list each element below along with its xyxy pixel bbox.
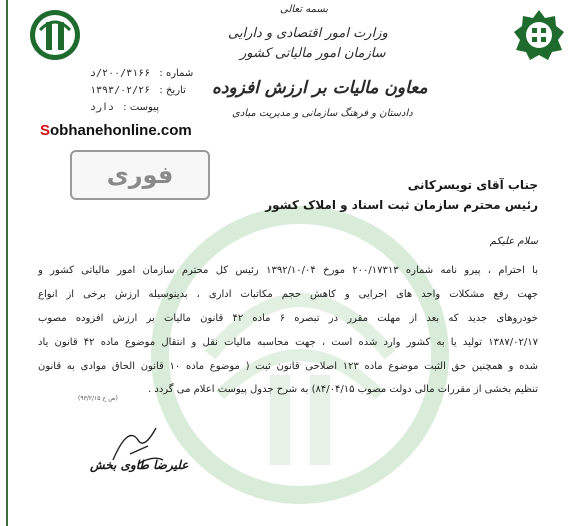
office-heading: دادستان و فرهنگ سازمانی و مدیریت مبادی xyxy=(232,108,413,119)
bismillah-heading: بسمه تعالی xyxy=(280,4,329,15)
body-line-2: جهت رفع مشکلات واحد های اجرایی و کاهش حجم مکاتبات اداری ، بدینوسیله ارزش برخی از انواع xyxy=(38,289,538,300)
letter-attachment xyxy=(90,102,159,113)
addressee-title: رئیس محترم سازمان ثبت اسناد و املاک کشور xyxy=(265,198,538,212)
watermark-emblem-icon xyxy=(150,205,450,505)
date-value: ۱۳۹۳/۰۲/۲۶ xyxy=(90,85,151,96)
attachment-label: پیوست : xyxy=(123,102,159,113)
organization-heading: سازمان امور مالیاتی کشور xyxy=(240,46,386,61)
letter-date xyxy=(90,85,186,96)
greeting: سلام علیکم xyxy=(489,236,538,247)
body-line-5: شده و همچنین حق الثبت موضوع ماده ۱۲۳ اصلاحی قانون ثبت ( موضوع ماده ۱۰ قانون الحاق موادی به قانون xyxy=(38,361,538,372)
iran-emblem-logo-icon xyxy=(28,8,82,62)
urgent-stamp: فوری xyxy=(70,150,210,200)
site-watermark-first-letter: S xyxy=(40,122,51,139)
reference-note: (ص ح ۹۳/۲/۱۵) xyxy=(78,395,118,402)
signer-name: علیرضا طاوی بخش xyxy=(90,458,189,472)
ministry-heading: وزارت امور اقتصادی و دارایی xyxy=(228,26,388,41)
body-line-4: ۱۳۸۷/۰۲/۱۷ تولید یا به کشور وارد شده است ، جهت محاسبه مالیات نقل و انتقال موضوع ماده ۴۲ قانون یاد xyxy=(38,337,538,348)
tax-organization-logo-icon xyxy=(512,8,566,62)
addressee-name: جناب آقای تویسرکانی xyxy=(407,178,538,192)
body-line-1: با احترام ، پیرو نامه شماره ۲۰۰/۱۷۳۱۳ مورخ ۱۳۹۲/۱۰/۰۴ رئیس کل محترم سازمان امور مالیاتی کشور و xyxy=(38,265,538,276)
left-border-line xyxy=(6,0,8,526)
deputy-heading: معاون مالیات بر ارزش افزوده xyxy=(212,78,428,98)
number-label: شماره : xyxy=(159,68,194,79)
number-value: ۲۰۰/۳۱۶۶/د xyxy=(90,68,151,79)
date-label: تاریخ : xyxy=(159,85,186,96)
body-line-3: خودروهای جدید که بعد از مهلت مقرر در تبصره ۶ ماده ۴۲ قانون مالیات بر ارزش افزوده مصوب xyxy=(38,313,538,324)
letter-number xyxy=(90,68,193,79)
attachment-value: دارد xyxy=(90,102,115,113)
body-line-6: تنظیم بخشی از مقررات مالی دولت مصوب ۸۴/۰۴/۱۵) به شرح جدول پیوست اعلام می گردد . xyxy=(148,384,538,395)
site-watermark-rest: obhanehonline.com xyxy=(50,122,192,139)
site-watermark-text xyxy=(40,122,192,139)
